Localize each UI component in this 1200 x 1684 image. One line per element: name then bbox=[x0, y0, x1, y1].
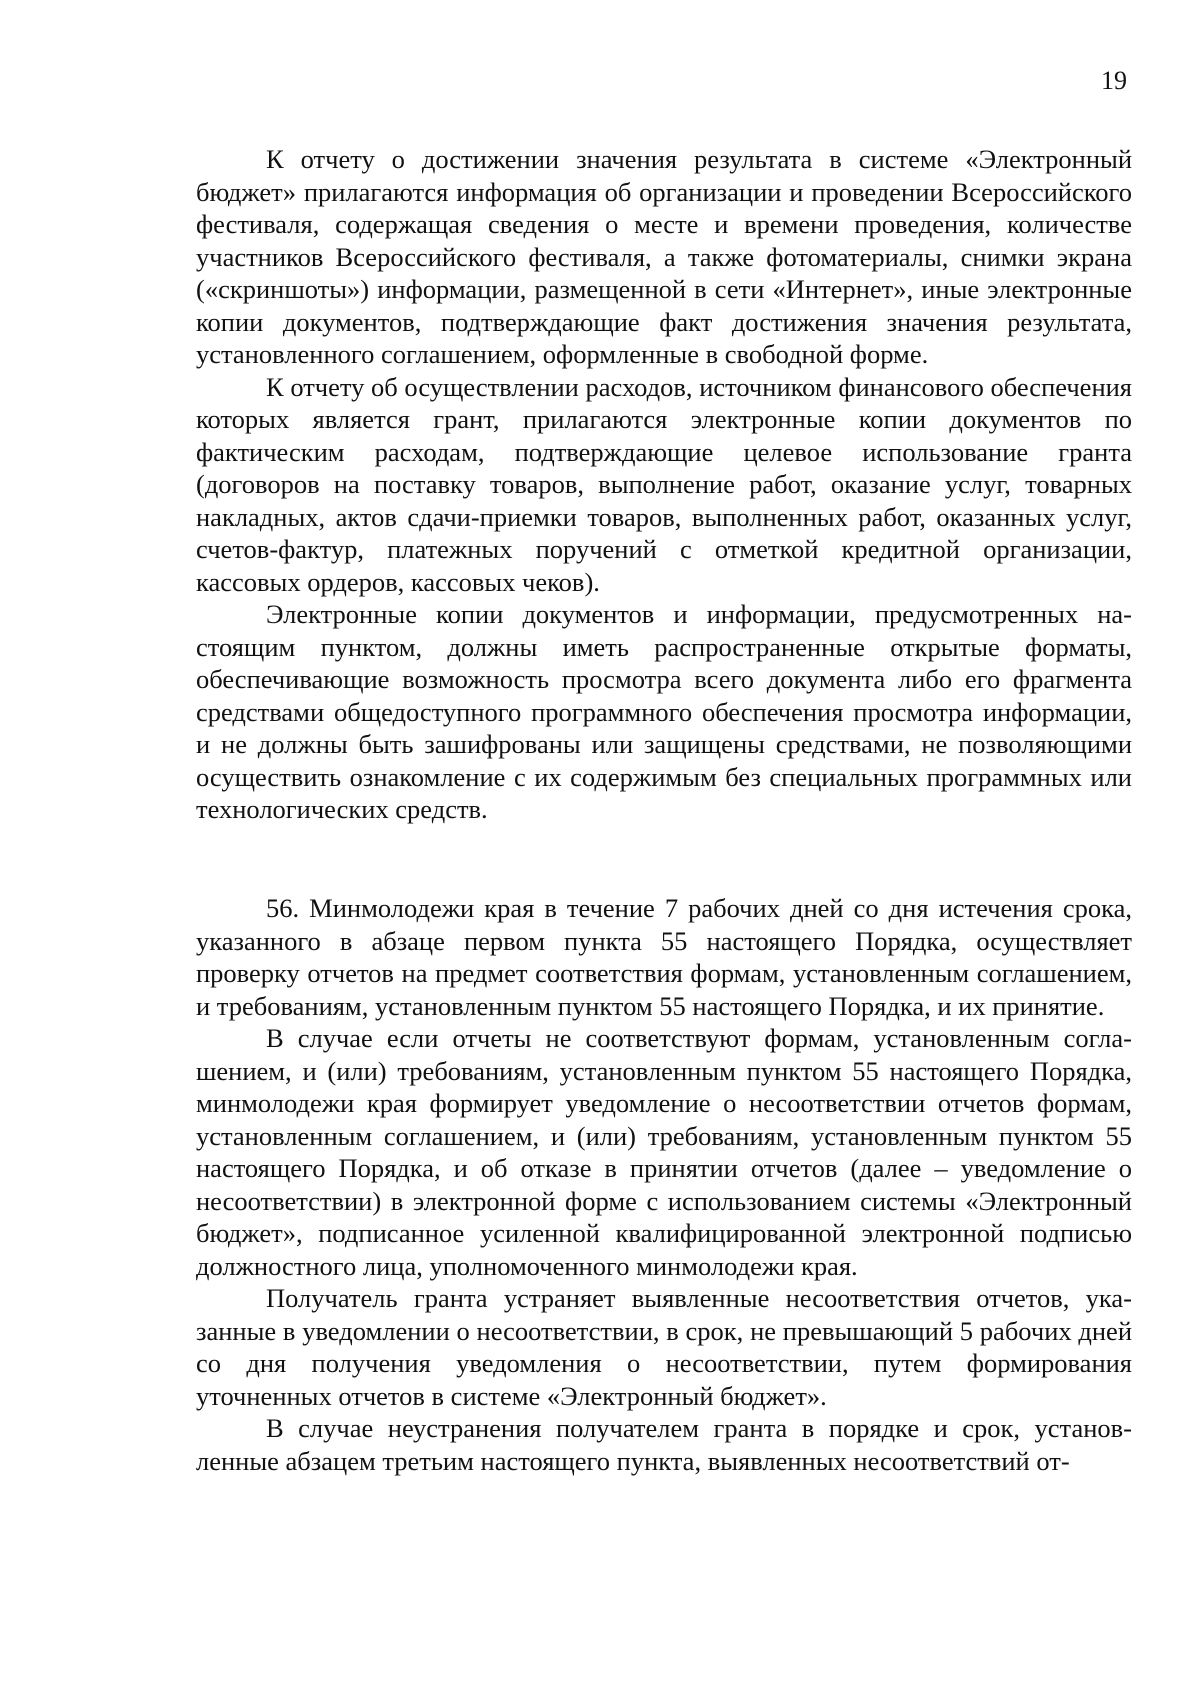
paragraph-item-56-check: 56. Минмолодежи края в течение 7 рабочих дней со дня истечения срока, указанного в абзаце первом пункта 55 настоящего Порядка, осуществляет проверку отчетов на предмет соответствия формам, установленным соглашением, и требованиям, установленным пунктом 55 настоящего Порядка, и их принятие. bbox=[196, 893, 1132, 1021]
text-block-item-56 bbox=[196, 892, 1132, 1477]
paragraph-recipient-correction: Получатель гранта устраняет выявленные несоответствия отчетов, указанные в уведомлении о несоответствии, в срок, не превышающий 5 рабочих дней со дня получения уведомления о несоответствии, путем формирования уточненных отчетов в системе «Электронный бюджет». bbox=[196, 1283, 1132, 1411]
text-block-reports-attachments bbox=[196, 143, 1132, 826]
paragraph-non-elimination: В случае неустранения получателем гранта в порядке и срок, установленные абзацем третьим настоящего пункта, выявленных несоответствий от- bbox=[196, 1413, 1132, 1476]
page-number: 19 bbox=[1101, 66, 1127, 95]
paragraph-result-report-attachments: К отчету о достижении значения результата в системе «Электронный бюджет» прилагаются информация об организации и проведении Всероссийского фестиваля, содержащая сведения о месте и времени проведения, количестве участников Всероссийского фестиваля, а также фотоматериалы, снимки экрана («скриншоты») информации, размещенной в сети «Интернет», иные электронные копии документов, подтверждающие факт достижения значения результата, установленного соглашением, оформленные в свободной форме. bbox=[196, 144, 1132, 369]
paragraph-expense-report-attachments: К отчету об осуществлении расходов, источником финансового обеспечения которых является грант, прилагаются электронные копии документов по фактическим расходам, подтверждающие целевое использование гранта (договоров на поставку товаров, выполнение работ, оказание услуг, товарных накладных, актов сдачи-приемки товаров, выполненных работ, оказанных услуг, счетов-фактур, платежных поручений с отметкой кредитной организации, кассовых ордеров, кассовых чеков). bbox=[196, 371, 1132, 597]
paragraph-nonconformity-notice: В случае если отчеты не соответствуют формам, установленным соглашением, и (или) требованиям, установленным пунктом 55 настоящего Порядка, минмолодежи края формирует уведомление о несоответствии отчетов формам, установленным соглашением, и (или) требованиям, установленным пунктом 55 настоящего Порядка, и об отказе в принятии отчетов (далее – уведомление о несоответствии) в электронной форме с использованием системы «Электронный бюджет», подписанное усиленной квалифицированной электронной подписью должностного лица, уполномоченного минмолодежи края. bbox=[196, 1023, 1132, 1281]
paragraph-electronic-copies-formats: Электронные копии документов и информации, предусмотренных настоящим пунктом, должны иметь распространенные открытые форматы, обеспечивающие возможность просмотра всего документа либо его фрагмента средствами общедоступного программного обеспечения просмотра информации, и не должны быть зашифрованы или защищены средствами, не позволяющими осуществить ознакомление с их содержимым без специальных программных или технологических средств. bbox=[196, 599, 1132, 824]
